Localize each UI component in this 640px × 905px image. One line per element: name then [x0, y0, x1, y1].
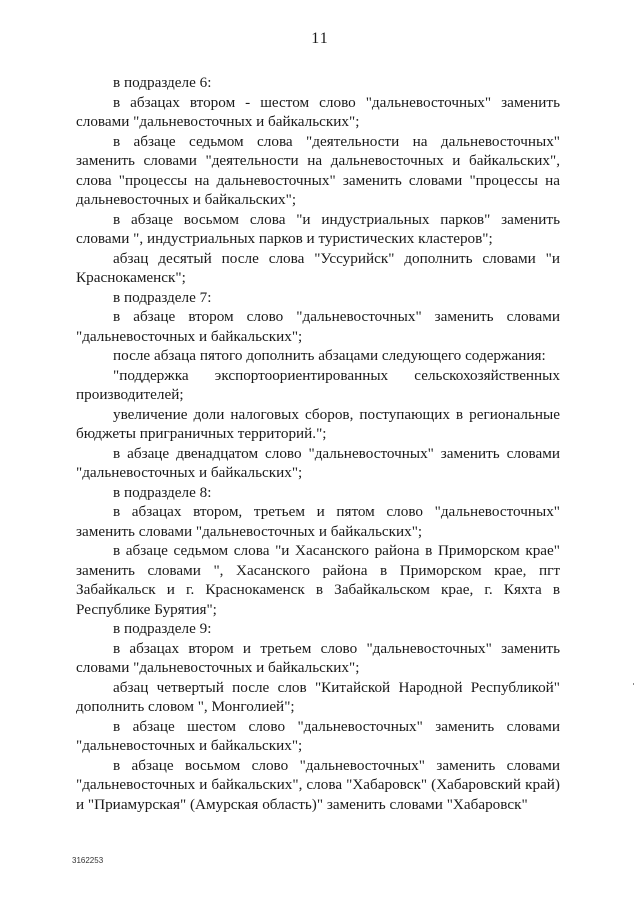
paragraph: в абзацах втором - шестом слово "дальневосточных" заменить словами "дальневосточных и байкальских"; [76, 93, 560, 130]
paragraph: в абзаце седьмом слова "деятельности на дальневосточных" заменить словами "деятельности на дальневосточных и байкальских", слова "процессы на дальневосточных" заменить словами "процессы на дальневосточных и байкальских"; [76, 132, 560, 208]
document-code: 3162253 [72, 856, 104, 865]
paragraph: "поддержка экспортоориентированных сельскохозяйственных производителей; [76, 366, 560, 403]
paragraph: в подразделе 8: [113, 483, 212, 501]
paragraph: после абзаца пятого дополнить абзацами следующего содержания: [113, 347, 546, 364]
paragraph: в подразделе 9: [113, 620, 212, 637]
paragraph: в абзацах втором и третьем слово "дальневосточных" заменить словами "дальневосточных и байкальских"; [76, 639, 560, 676]
paragraph: в абзаце седьмом слова "и Хасанского района в Приморском крае" заменить словами ", Хасанского района в Приморском крае, пгт Забайкальск и г. Краснокаменск в Забайкальском крае, г. Кяхта в Республике Бурятия"; [76, 542, 560, 618]
paragraph: в абзацах втором, третьем и пятом слово "дальневосточных" заменить словами "дальневосточных и байкальских"; [76, 503, 560, 540]
paragraph: в абзаце восьмом слово "дальневосточных" заменить словами "дальневосточных и байкальских", слова "Хабаровск" (Хабаровский край) и "Приамурская" (Амурская область)" заменить словами "Хабаровск" [76, 756, 560, 813]
paragraph: увеличение доли налоговых сборов, поступающих в региональные бюджеты приграничных территорий."; [76, 405, 560, 442]
scan-mark [633, 683, 634, 685]
paragraph: абзац четвертый после слов "Китайской Народной Республикой" дополнить словом ", Монголией"; [76, 678, 560, 715]
paragraph: в абзаце двенадцатом слово "дальневосточных" заменить словами "дальневосточных и байкальских"; [76, 444, 560, 481]
paragraph: в абзаце шестом слово "дальневосточных" заменить словами "дальневосточных и байкальских"; [76, 717, 560, 754]
paragraph: в абзаце восьмом слова "и индустриальных парков" заменить словами ", индустриальных парков и туристических кластеров"; [76, 210, 560, 247]
paragraph: в подразделе 6: [113, 74, 212, 91]
paragraph: в подразделе 7: [113, 288, 212, 306]
paragraph: абзац десятый после слова "Уссурийск" дополнить словами "и Краснокаменск"; [76, 249, 560, 286]
page-number: 11 [311, 30, 329, 47]
paragraph: в абзаце втором слово "дальневосточных" заменить словами "дальневосточных и байкальских"; [76, 308, 560, 345]
document-body [76, 73, 560, 814]
